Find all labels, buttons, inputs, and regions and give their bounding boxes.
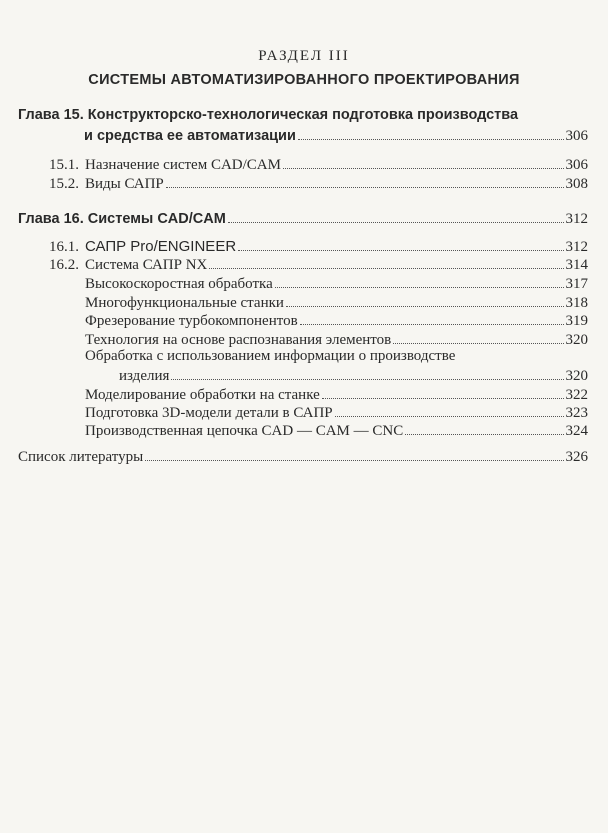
- page-number: 317: [565, 276, 588, 292]
- entry-title: Система САПР NX: [85, 257, 208, 273]
- chapter-15-title-line1: Глава 15. Конструкторско-технологическая подготовка производства: [18, 107, 519, 123]
- dot-leader: [275, 273, 564, 288]
- entry-title: Технология на основе распознавания элементов: [85, 332, 392, 348]
- entry-title: Список литературы: [18, 449, 144, 465]
- page-number: 314: [565, 257, 588, 273]
- page-number: 319: [565, 313, 588, 329]
- dot-leader: [300, 310, 564, 325]
- dot-leader: [286, 292, 564, 307]
- toc-subentry[interactable]: [85, 384, 588, 404]
- page-number: 318: [565, 295, 588, 311]
- page-number: 322: [565, 387, 588, 403]
- page-number: 323: [565, 405, 588, 421]
- dot-leader: [166, 173, 564, 188]
- toc-subentry[interactable]: [85, 402, 588, 422]
- chapter-15-title-line2: и средства ее автоматизации: [84, 128, 296, 144]
- toc-subentry[interactable]: [85, 420, 588, 440]
- page-number: 306: [565, 128, 588, 144]
- toc-entry-16-1[interactable]: [49, 236, 588, 256]
- toc-entry-15-2[interactable]: [49, 173, 588, 193]
- entry-title: Производственная цепочка CAD — CAM — CNC: [85, 423, 404, 439]
- section-number: 16.1.: [49, 239, 79, 255]
- page-number: 312: [565, 211, 588, 227]
- section-number: 16.2.: [49, 257, 79, 273]
- toc-entry-16-2[interactable]: [49, 254, 588, 274]
- dot-leader: [283, 154, 564, 169]
- toc-subentry[interactable]: [85, 310, 588, 330]
- toc-entry-chapter-15[interactable]: [84, 125, 588, 145]
- toc-entry-bibliography[interactable]: [18, 446, 588, 466]
- dot-leader: [322, 384, 564, 399]
- page-number: 324: [565, 423, 588, 439]
- entry-title: Многофункциональные станки: [85, 295, 284, 311]
- page-number: 326: [565, 449, 588, 465]
- entry-title-line2: изделия: [119, 368, 170, 384]
- section-number: 15.2.: [49, 176, 79, 192]
- page-number: 320: [565, 368, 588, 384]
- toc-subentry[interactable]: [85, 292, 588, 312]
- entry-title: САПР Pro/ENGINEER: [85, 238, 237, 255]
- section-number: 15.1.: [49, 157, 79, 173]
- dot-leader: [238, 236, 563, 251]
- entry-title: Фрезерование турбокомпонентов: [85, 313, 298, 329]
- dot-leader: [405, 420, 563, 435]
- page-number: 308: [565, 176, 588, 192]
- dot-leader: [298, 125, 564, 140]
- entry-title: Высокоскоростная обработка: [85, 276, 273, 292]
- toc-subentry[interactable]: [119, 365, 588, 385]
- toc-subentry[interactable]: [85, 273, 588, 293]
- entry-title: Моделирование обработки на станке: [85, 387, 320, 403]
- dot-leader: [209, 254, 563, 269]
- section-label: РАЗДЕЛ III: [258, 48, 350, 64]
- entry-title: Подготовка 3D-модели детали в САПР: [85, 405, 333, 421]
- chapter-16-title: Глава 16. Системы CAD/CAM: [18, 211, 226, 227]
- dot-leader: [228, 208, 564, 223]
- dot-leader: [145, 446, 563, 461]
- subentry-title-line1: Обработка с использованием информации о производстве: [85, 348, 456, 364]
- entry-title: Назначение систем CAD/CAM: [85, 157, 281, 173]
- toc-entry-chapter-16[interactable]: [18, 208, 588, 228]
- page-number: 320: [565, 332, 588, 348]
- page-number: 306: [565, 157, 588, 173]
- page-number: 312: [565, 239, 588, 255]
- dot-leader: [393, 329, 563, 344]
- toc-subentry[interactable]: [85, 329, 588, 349]
- toc-entry-15-1[interactable]: [49, 154, 588, 174]
- dot-leader: [335, 402, 564, 417]
- entry-title: Виды САПР: [85, 176, 164, 192]
- section-title: СИСТЕМЫ АВТОМАТИЗИРОВАННОГО ПРОЕКТИРОВАНИЯ: [88, 72, 520, 88]
- dot-leader: [171, 365, 563, 380]
